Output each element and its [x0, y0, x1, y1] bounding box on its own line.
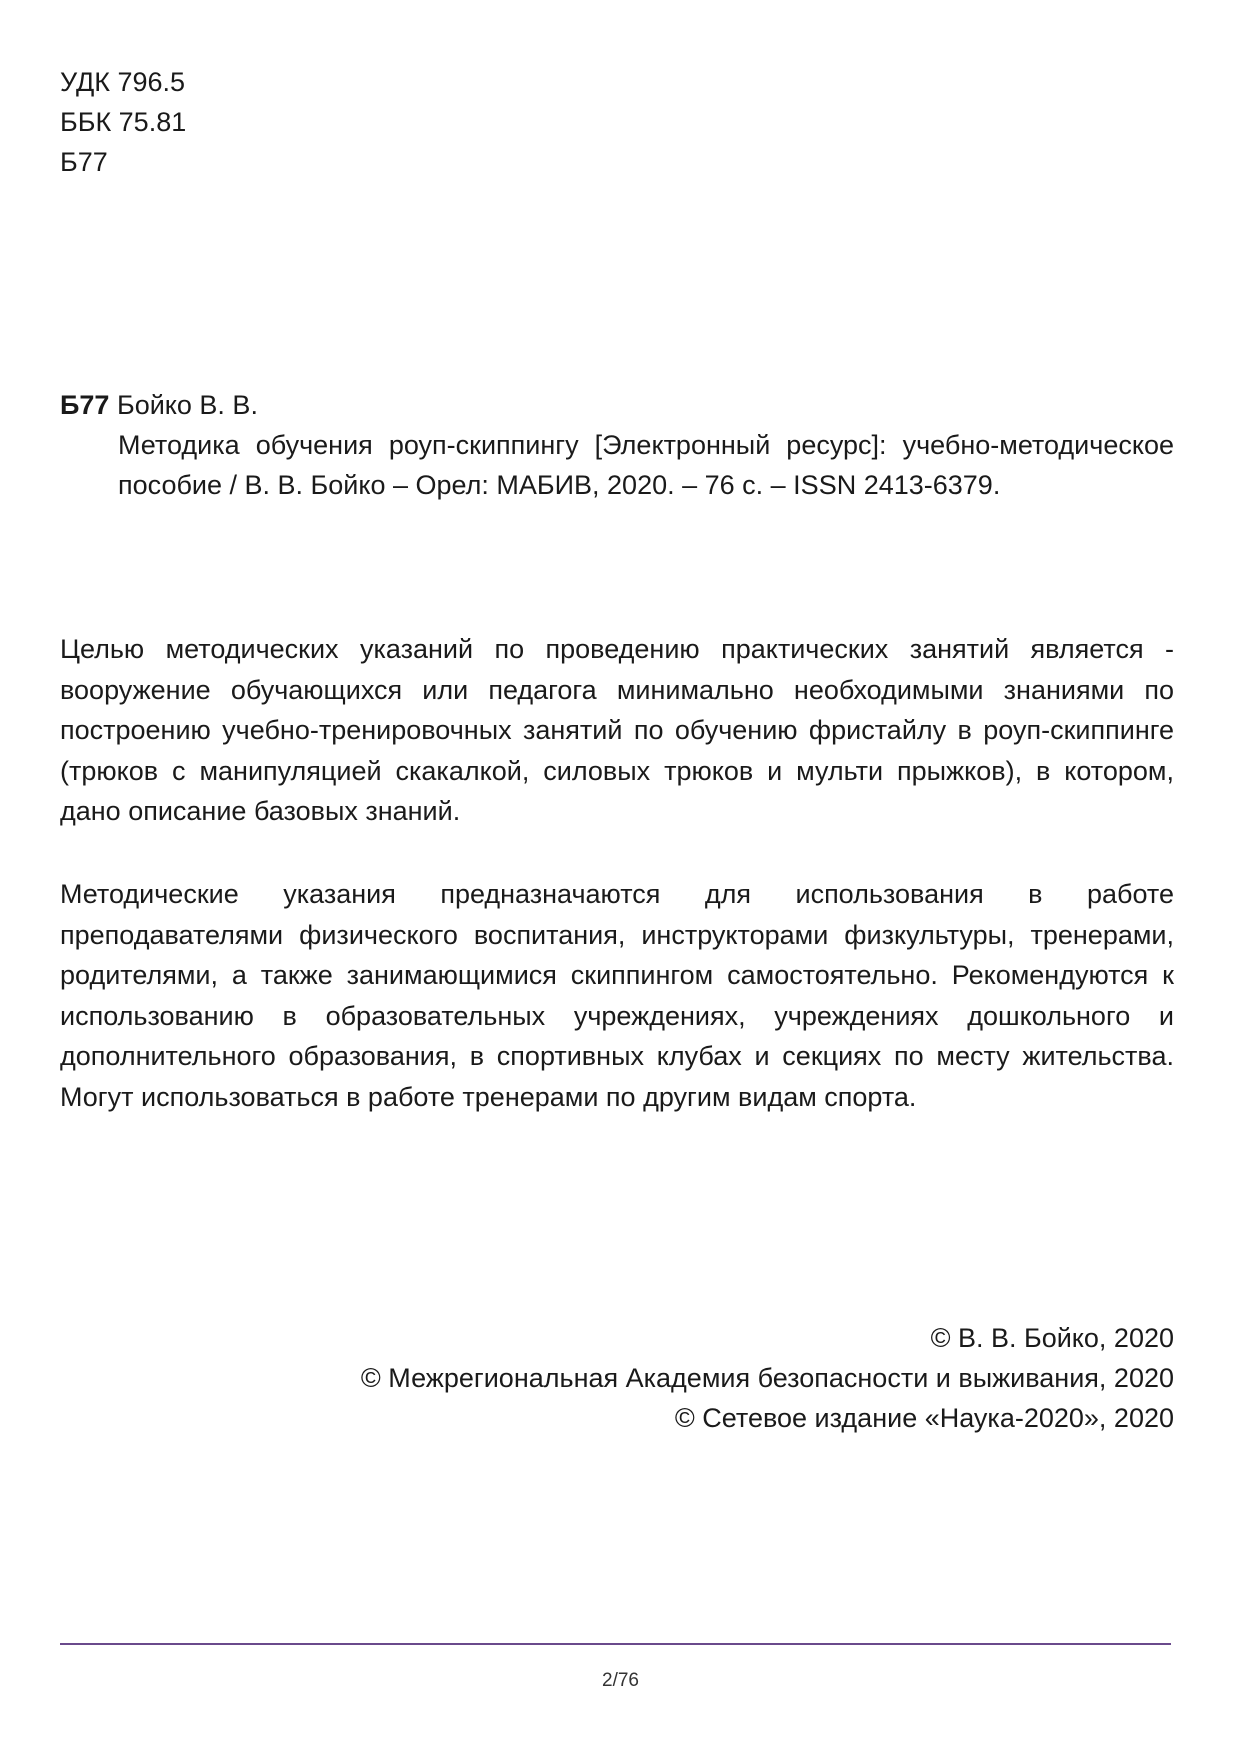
bibliographic-description: Методика обучения роуп-скиппингу [Электронный ресурс]: учебно-методическое пособие / В. В. Бойко – Орел: МАБИВ, 2020. – 76 с. – ISSN 2413-6379. — [118, 430, 1174, 500]
bbk-code: ББК 75.81 — [60, 107, 187, 137]
page-number: 2/76 — [602, 1670, 639, 1691]
classification-codes — [60, 62, 186, 182]
copyright-publisher: © Сетевое издание «Наука-2020», 2020 — [674, 1403, 1174, 1433]
annotation-paragraph-purpose: Целью методических указаний по проведению практических занятий является - вооружение обучающихся или педагога минимально необходимыми знаниями по построению учебно-тренировочных занятий по обучению фристайлу в роуп-скиппинге (трюков с манипуляцией скакалкой, силовых трюков и мульти прыжков), в котором, дано описание базовых знаний. — [60, 634, 1174, 826]
author-line — [60, 385, 1174, 425]
udk-code: УДК 796.5 — [60, 67, 186, 97]
annotation-paragraph-audience: Методические указания предназначаются для использования в работе преподавателями физического воспитания, инструкторами физкультуры, тренерами, родителями, а также занимающимися скиппингом самостоятельно. Рекомендуются к использованию в образовательных учреждениях, учреждениях дошкольного и дополнительного образования, в спортивных клубах и секциях по месту жительства. Могут использоваться в работе тренерами по другим видам спорта. — [60, 879, 1174, 1112]
copyright-academy: © Межрегиональная Академия безопасности и выживания, 2020 — [360, 1363, 1174, 1393]
author-sign-bold: Б77 — [60, 390, 110, 420]
author-name: Бойко В. В. — [116, 390, 258, 420]
footer-divider — [60, 1643, 1171, 1645]
copyright-block — [361, 1318, 1174, 1438]
bibliographic-record — [60, 385, 1174, 505]
copyright-author: © В. В. Бойко, 2020 — [930, 1323, 1174, 1353]
author-sign: Б77 — [60, 147, 108, 177]
